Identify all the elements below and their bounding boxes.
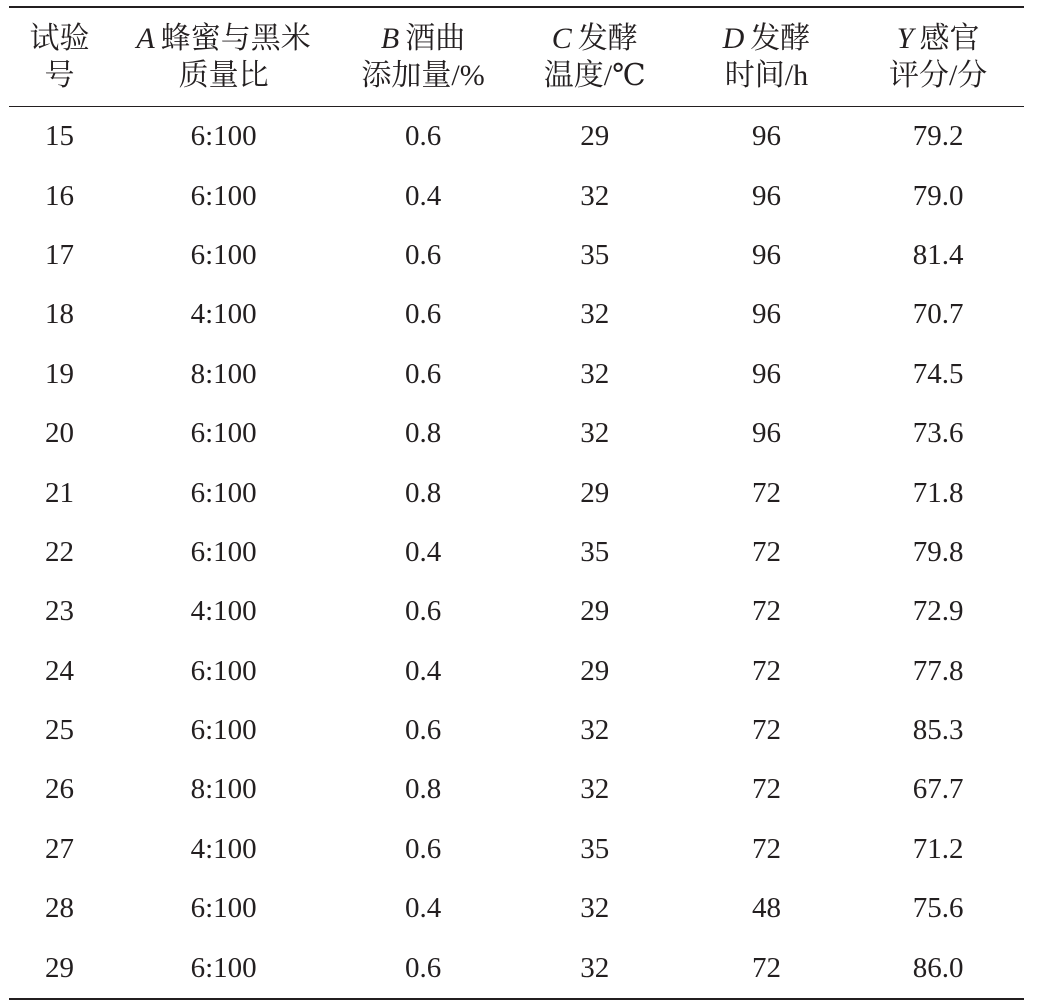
cell-honey-rice-ratio: 4:100 [190, 595, 257, 628]
cell-trial-number: 27 [44, 832, 74, 865]
cell-honey-rice-ratio: 6:100 [190, 654, 257, 687]
header-line-2: 质量比 [178, 59, 269, 92]
cell-fermentation-temperature: 32 [580, 892, 610, 925]
cell-sensory-score: 74.5 [912, 357, 964, 390]
header-line-2: 添加量/% [361, 59, 485, 92]
cell-fermentation-temperature: 35 [580, 238, 610, 271]
cell-sensory-score: 79.0 [912, 179, 964, 212]
header-label: 发酵 [750, 22, 811, 55]
cell-honey-rice-ratio: 6:100 [190, 892, 257, 925]
cell-yeast-amount: 0.4 [404, 535, 442, 568]
table-row [9, 523, 1024, 582]
header-sensory-score [852, 7, 1024, 107]
cell-yeast-amount: 0.6 [404, 298, 442, 331]
cell-trial-number: 16 [44, 179, 74, 212]
header-line-1 [509, 20, 681, 57]
experiment-results-table [9, 6, 1024, 1000]
table-header-row [9, 7, 1024, 107]
header-fermentation-time [681, 7, 853, 107]
table-row [9, 463, 1024, 522]
cell-yeast-amount: 0.6 [404, 120, 442, 153]
header-label: 感官 [919, 22, 980, 55]
cell-honey-rice-ratio: 6:100 [190, 535, 257, 568]
cell-fermentation-time: 72 [751, 714, 781, 747]
cell-trial-number: 24 [44, 654, 74, 687]
header-line-1 [681, 20, 853, 57]
cell-fermentation-temperature: 29 [580, 120, 610, 153]
experiment-table-container [9, 6, 1024, 1000]
cell-trial-number: 17 [44, 238, 74, 271]
cell-sensory-score: 86.0 [912, 951, 964, 984]
cell-fermentation-time: 96 [751, 238, 781, 271]
cell-honey-rice-ratio: 8:100 [190, 357, 257, 390]
table-row [9, 107, 1024, 167]
cell-yeast-amount: 0.6 [404, 832, 442, 865]
cell-fermentation-time: 72 [751, 951, 781, 984]
cell-trial-number: 25 [44, 714, 74, 747]
cell-trial-number: 26 [44, 773, 74, 806]
cell-fermentation-time: 96 [751, 120, 781, 153]
cell-fermentation-time: 72 [751, 535, 781, 568]
cell-yeast-amount: 0.8 [404, 476, 442, 509]
header-fermentation-temperature [509, 7, 681, 107]
cell-trial-number: 29 [44, 951, 74, 984]
cell-honey-rice-ratio: 6:100 [190, 179, 257, 212]
cell-sensory-score: 71.8 [912, 476, 964, 509]
cell-honey-rice-ratio: 6:100 [190, 714, 257, 747]
header-line-2: 温度/℃ [543, 59, 646, 92]
header-variable-symbol: Y [896, 22, 914, 55]
cell-fermentation-temperature: 32 [580, 714, 610, 747]
cell-honey-rice-ratio: 6:100 [190, 417, 257, 450]
cell-trial-number: 22 [44, 535, 74, 568]
cell-sensory-score: 71.2 [912, 832, 964, 865]
cell-yeast-amount: 0.6 [404, 238, 442, 271]
header-label: 酒曲 [405, 22, 466, 55]
table-row [9, 642, 1024, 701]
table-row [9, 285, 1024, 344]
cell-trial-number: 19 [44, 357, 74, 390]
cell-fermentation-time: 96 [751, 417, 781, 450]
header-variable-symbol: A [136, 22, 155, 55]
table-row [9, 582, 1024, 641]
cell-sensory-score: 73.6 [912, 417, 964, 450]
header-line-1 [337, 20, 509, 57]
cell-fermentation-temperature: 32 [580, 357, 610, 390]
cell-fermentation-temperature: 35 [580, 832, 610, 865]
cell-fermentation-temperature: 35 [580, 535, 610, 568]
table-row [9, 820, 1024, 879]
cell-fermentation-temperature: 32 [580, 298, 610, 331]
cell-trial-number: 18 [44, 298, 74, 331]
cell-yeast-amount: 0.4 [404, 654, 442, 687]
header-line-1 [9, 20, 110, 57]
cell-sensory-score: 75.6 [912, 892, 964, 925]
cell-fermentation-temperature: 29 [580, 476, 610, 509]
table-row [9, 701, 1024, 760]
cell-fermentation-time: 96 [751, 298, 781, 331]
cell-sensory-score: 67.7 [912, 773, 964, 806]
cell-yeast-amount: 0.6 [404, 357, 442, 390]
header-line-1 [852, 20, 1024, 57]
cell-fermentation-temperature: 32 [580, 417, 610, 450]
cell-honey-rice-ratio: 6:100 [190, 238, 257, 271]
cell-fermentation-temperature: 29 [580, 654, 610, 687]
table-row [9, 879, 1024, 938]
cell-fermentation-time: 96 [751, 179, 781, 212]
cell-honey-rice-ratio: 6:100 [190, 120, 257, 153]
cell-trial-number: 15 [44, 120, 74, 153]
cell-fermentation-time: 72 [751, 476, 781, 509]
cell-fermentation-time: 72 [751, 773, 781, 806]
cell-yeast-amount: 0.8 [404, 417, 442, 450]
cell-sensory-score: 72.9 [912, 595, 964, 628]
cell-sensory-score: 77.8 [912, 654, 964, 687]
cell-fermentation-time: 72 [751, 654, 781, 687]
header-variable-symbol: C [551, 22, 572, 55]
cell-sensory-score: 79.8 [912, 535, 964, 568]
cell-sensory-score: 79.2 [912, 120, 964, 153]
header-line-1 [110, 20, 337, 57]
header-line-2: 评分/分 [888, 59, 988, 92]
header-label: 试验 [29, 22, 90, 55]
cell-yeast-amount: 0.6 [404, 951, 442, 984]
cell-honey-rice-ratio: 4:100 [190, 298, 257, 331]
cell-yeast-amount: 0.6 [404, 595, 442, 628]
cell-fermentation-temperature: 32 [580, 773, 610, 806]
cell-fermentation-time: 72 [751, 832, 781, 865]
cell-yeast-amount: 0.4 [404, 892, 442, 925]
cell-honey-rice-ratio: 8:100 [190, 773, 257, 806]
header-variable-symbol: B [380, 22, 400, 55]
table-row [9, 404, 1024, 463]
cell-yeast-amount: 0.6 [404, 714, 442, 747]
cell-honey-rice-ratio: 6:100 [190, 476, 257, 509]
header-honey-rice-ratio [110, 7, 337, 107]
cell-honey-rice-ratio: 4:100 [190, 832, 257, 865]
cell-yeast-amount: 0.8 [404, 773, 442, 806]
header-label: 蜂蜜与黑米 [160, 22, 311, 55]
table-row [9, 345, 1024, 404]
header-label: 发酵 [577, 22, 638, 55]
cell-trial-number: 20 [44, 417, 74, 450]
table-body [9, 107, 1024, 999]
table-row [9, 938, 1024, 998]
cell-fermentation-time: 48 [751, 892, 781, 925]
cell-sensory-score: 81.4 [912, 238, 964, 271]
cell-sensory-score: 85.3 [912, 714, 964, 747]
cell-fermentation-temperature: 29 [580, 595, 610, 628]
cell-fermentation-time: 72 [751, 595, 781, 628]
cell-fermentation-temperature: 32 [580, 951, 610, 984]
header-trial-number [9, 7, 110, 107]
cell-trial-number: 21 [44, 476, 74, 509]
table-row [9, 226, 1024, 285]
header-line-2: 号 [44, 59, 75, 92]
cell-fermentation-time: 96 [751, 357, 781, 390]
cell-trial-number: 28 [44, 892, 74, 925]
table-row [9, 166, 1024, 225]
header-yeast-amount [337, 7, 509, 107]
cell-sensory-score: 70.7 [912, 298, 964, 331]
cell-fermentation-temperature: 32 [580, 179, 610, 212]
cell-honey-rice-ratio: 6:100 [190, 951, 257, 984]
header-line-2: 时间/h [724, 59, 809, 92]
cell-yeast-amount: 0.4 [404, 179, 442, 212]
table-row [9, 760, 1024, 819]
table-header [9, 7, 1024, 107]
cell-trial-number: 23 [44, 595, 74, 628]
header-variable-symbol: D [722, 22, 745, 55]
